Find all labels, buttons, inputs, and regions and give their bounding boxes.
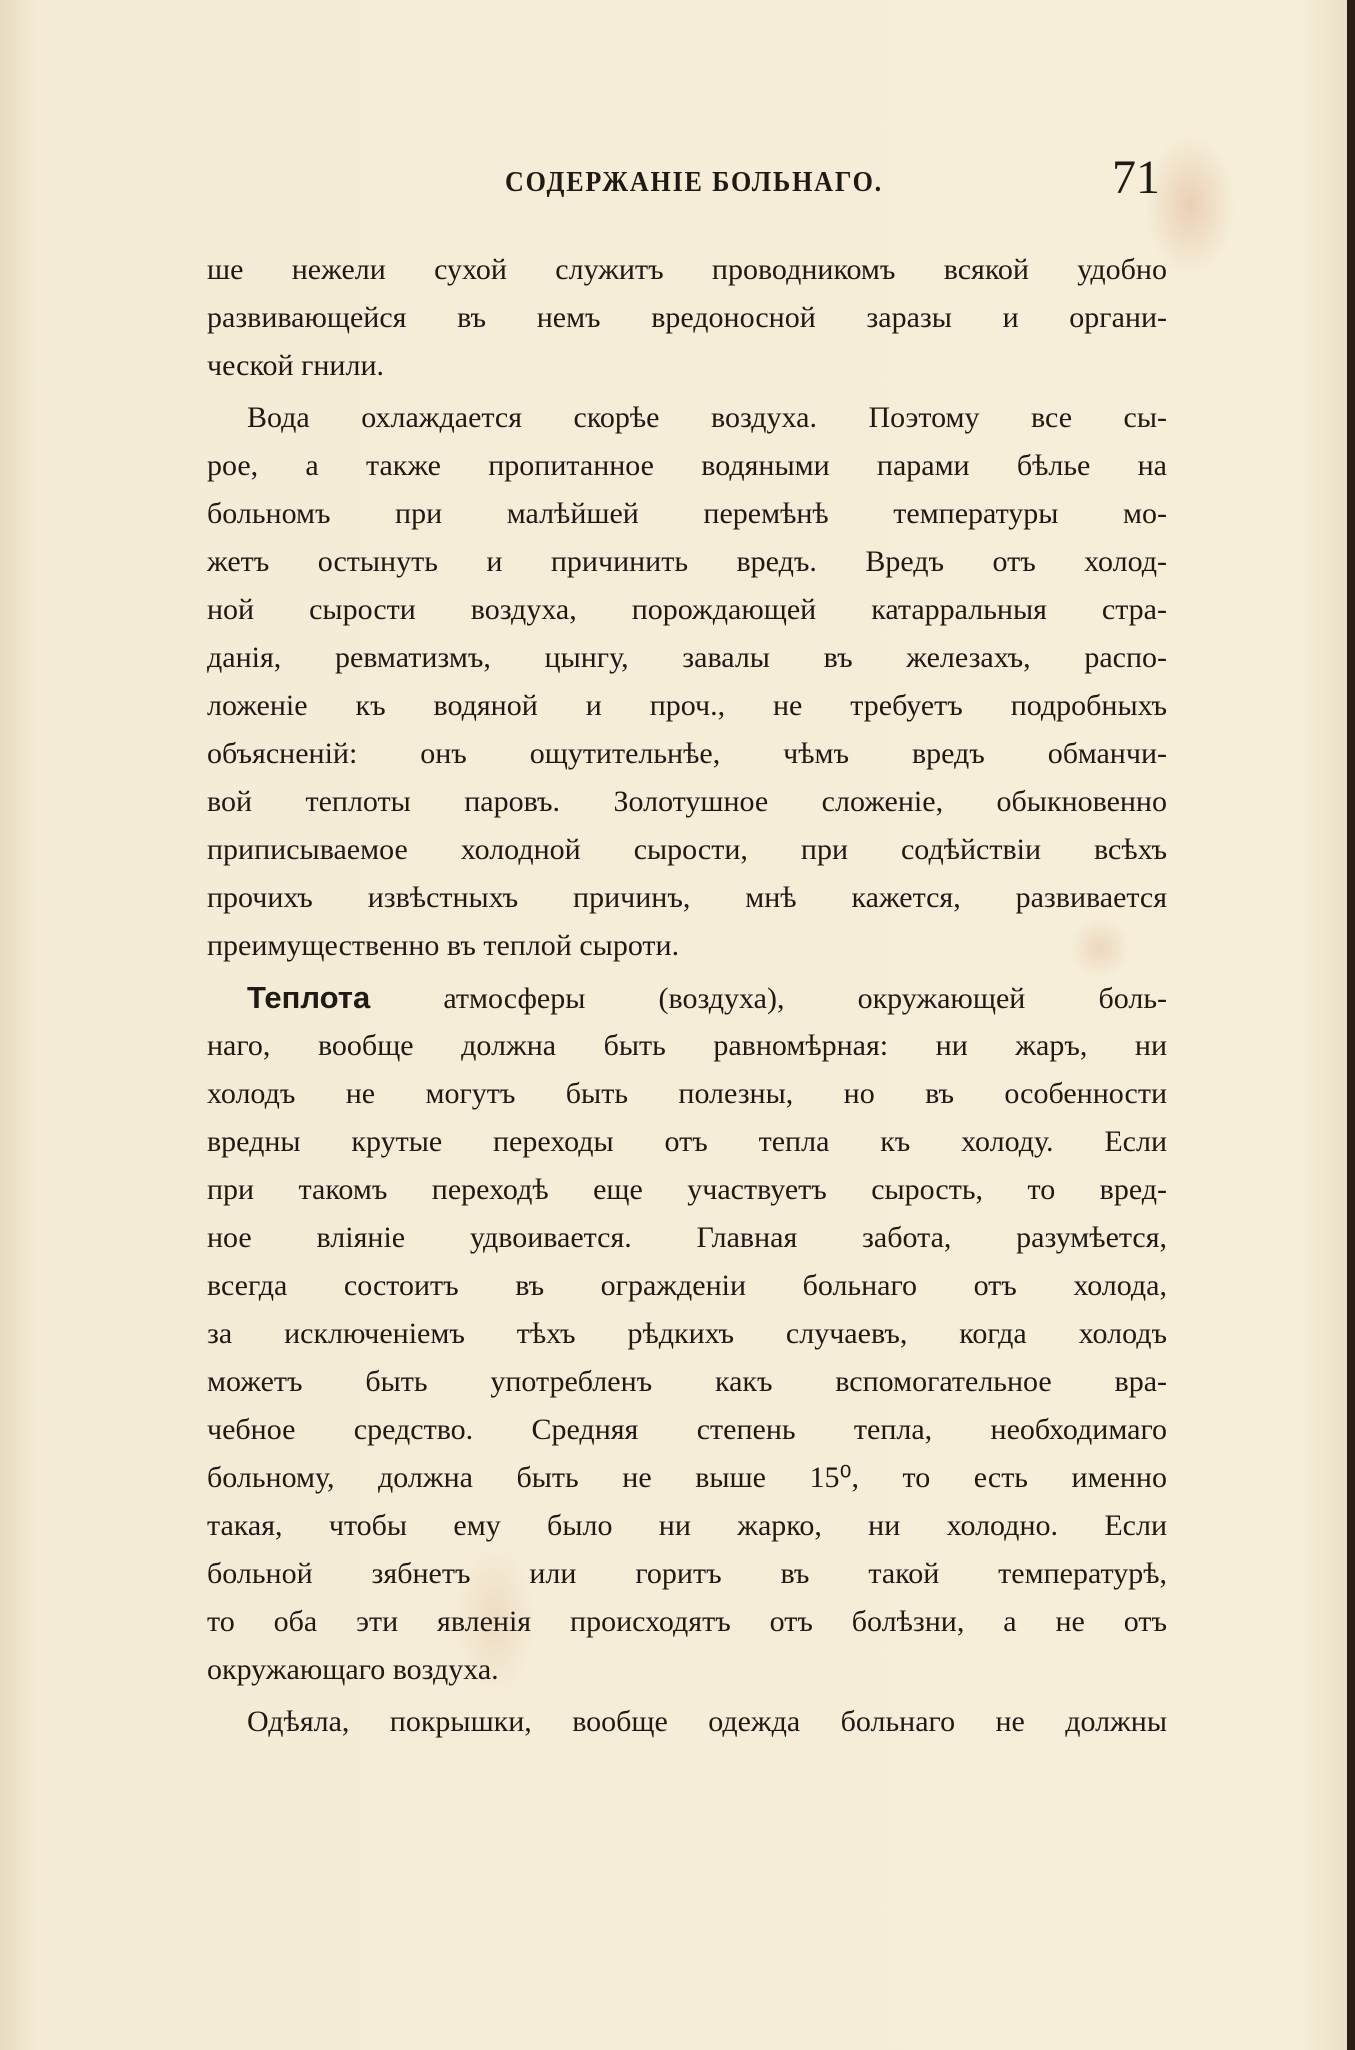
text-line: наго, вообще должна быть равномѣрная: ни жаръ, ни <box>207 1029 1167 1062</box>
text-line: прочихъ извѣстныхъ причинъ, мнѣ кажется, развивается <box>207 881 1167 914</box>
body-text <box>207 246 1167 1746</box>
text-line: то оба эти явленія происходятъ отъ болѣзни, а не отъ <box>207 1605 1167 1638</box>
text-line: ложеніе къ водяной и проч., не требуетъ подробныхъ <box>207 689 1167 722</box>
running-head: СОДЕРЖАНІЕ БОЛЬНАГО. <box>505 166 884 198</box>
text-line: рое, а также пропитанное водяными парами бѣлье на <box>207 449 1167 482</box>
paragraph-start-line: Вода охлаждается скорѣе воздуха. Поэтому все сы- <box>247 401 1167 434</box>
text-line: больной зябнетъ или горитъ въ такой температурѣ, <box>207 1557 1167 1590</box>
text-line: ческой гнили. <box>207 349 385 382</box>
text-line: вредны крутые переходы отъ тепла къ холоду. Если <box>207 1125 1167 1158</box>
paragraph-start-line <box>207 974 1167 1022</box>
page-header <box>200 150 1160 210</box>
text-line: больномъ при малѣйшей перемѣнѣ температуры мо- <box>207 497 1167 530</box>
paragraph-start-line: Одѣяла, покрышки, вообще одежда больнаго не должны <box>247 1705 1167 1738</box>
text-line: жетъ остынуть и причинить вредъ. Вредъ отъ холод- <box>207 545 1167 578</box>
text-line: развивающейся въ немъ вредоносной заразы и органи- <box>207 301 1167 334</box>
text-line: данія, ревматизмъ, цынгу, завалы въ железахъ, распо- <box>207 641 1167 674</box>
text-line: за исключеніемъ тѣхъ рѣдкихъ случаевъ, когда холодъ <box>207 1317 1167 1350</box>
text-line: холодъ не могутъ быть полезны, но въ особенности <box>207 1077 1167 1110</box>
text-line: при такомъ переходѣ еще участвуетъ сырость, то вред- <box>207 1173 1167 1206</box>
text-line: ше нежели сухой служитъ проводникомъ всякой удобно <box>207 253 1167 286</box>
text-line: можетъ быть употребленъ какъ вспомогательное вра- <box>207 1365 1167 1398</box>
text-line: приписываемое холодной сырости, при содѣйствіи всѣхъ <box>207 833 1167 866</box>
text-line: вой теплоты паровъ. Золотушное сложеніе, обыкновенно <box>207 785 1167 818</box>
text-line: окружающаго воздуха. <box>207 1653 499 1686</box>
text-line: чебное средство. Средняя степень тепла, необходимаго <box>207 1413 1167 1446</box>
text-line: ной сырости воздуха, порождающей катарральныя стра- <box>207 593 1167 626</box>
page-edge-shadow <box>1347 0 1355 2050</box>
text-line: преимущественно въ теплой сыроти. <box>207 929 680 962</box>
lead-word: Теплота <box>247 980 371 1015</box>
text-line: такая, чтобы ему было ни жарко, ни холодно. Если <box>207 1509 1167 1542</box>
page-number: 71 <box>1112 151 1160 204</box>
text-line: объясненій: онъ ощутительнѣе, чѣмъ вредъ обманчи- <box>207 737 1167 770</box>
text-line: ное вліяніе удвоивается. Главная забота, разумѣется, <box>207 1221 1167 1254</box>
text-line: больному, должна быть не выше 15⁰, то есть именно <box>207 1461 1167 1494</box>
lead-line-text: атмосферы (воздуха), окружающей боль- <box>443 982 1167 1015</box>
text-line: всегда состоитъ въ огражденіи больнаго отъ холода, <box>207 1269 1167 1302</box>
